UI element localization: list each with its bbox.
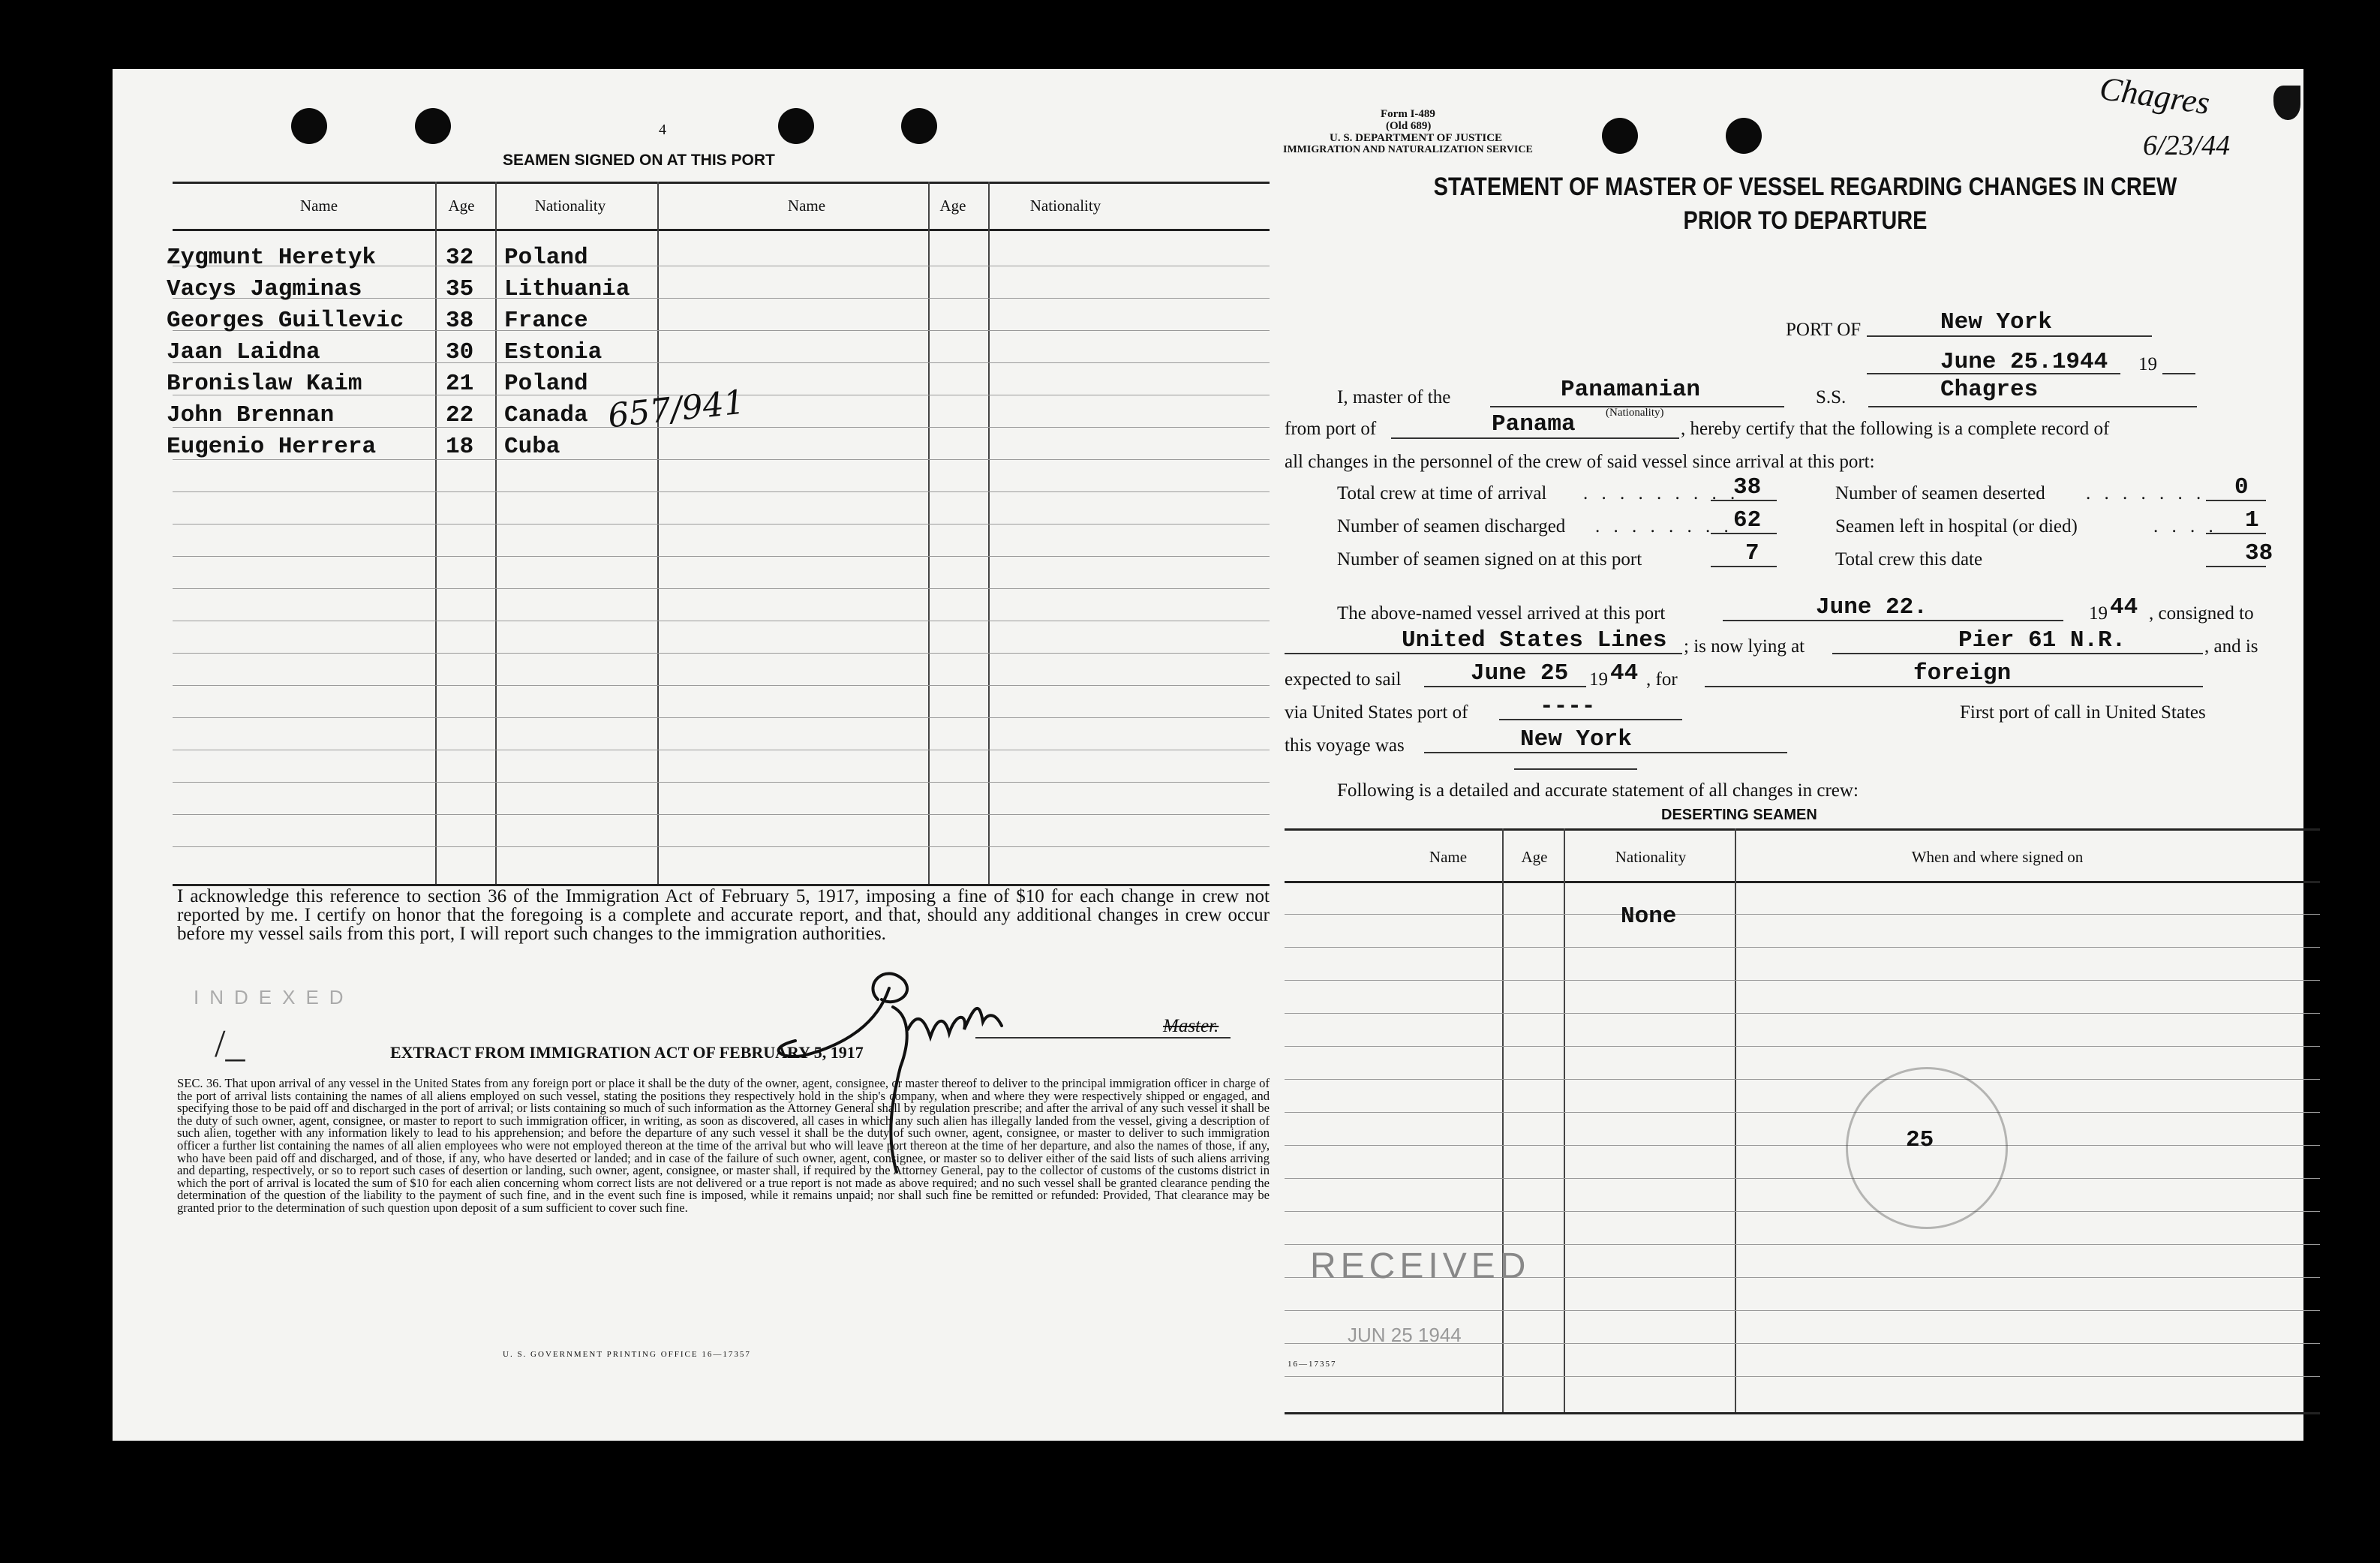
seaman-nationality: Lithuania — [504, 276, 630, 302]
punch-hole — [415, 108, 451, 144]
seaman-nationality: Canada — [504, 402, 588, 428]
for-label: , for — [1646, 669, 1678, 690]
leader-dots: . . . . . . . . . — [1583, 483, 1740, 503]
seaman-name: John Brennan — [167, 402, 335, 428]
total-date-label: Total crew this date — [1835, 549, 1983, 570]
seaman-name: Vacys Jagminas — [167, 276, 362, 302]
seaman-age: 32 — [446, 245, 474, 271]
arrived-value: June 22. — [1816, 594, 1928, 621]
hospital-value: 1 — [2245, 507, 2259, 534]
old-form-number: (Old 689) — [1386, 120, 1432, 132]
leader-dots: . . . . . . . . — [1595, 516, 1733, 537]
first-port-value: New York — [1520, 726, 1632, 753]
year-prefix: 19 — [2138, 354, 2157, 374]
consignee-value: United States Lines — [1402, 627, 1667, 654]
date-value: June 25.1944 — [1940, 349, 2108, 375]
seaman-age: 22 — [446, 402, 474, 428]
nationality-value: Panamanian — [1561, 377, 1701, 403]
lying-value: Pier 61 N.R. — [1958, 627, 2126, 654]
leader-dots: . . . . . . . — [2086, 483, 2206, 503]
lying-label: ; is now lying at — [1684, 636, 1805, 657]
seaman-name: Georges Guillevic — [167, 308, 404, 334]
via-value: ---- — [1540, 693, 1596, 720]
seaman-name: Eugenio Herrera — [167, 434, 377, 460]
none-value: None — [1621, 903, 1677, 930]
master-label: Master. — [1163, 1016, 1219, 1036]
service: IMMIGRATION AND NATURALIZATION SERVICE — [1283, 144, 1533, 155]
arrived-year: 44 — [2110, 594, 2138, 621]
deserted-label: Number of seamen deserted — [1835, 483, 2045, 503]
column-header: Age — [939, 197, 966, 215]
indexed-stamp: INDEXED — [194, 986, 354, 1008]
punch-hole — [291, 108, 327, 144]
seaman-age: 38 — [446, 308, 474, 334]
first-port-label: First port of call in United States — [1960, 702, 2206, 723]
punch-hole — [901, 108, 937, 144]
deserting-column-header: Name — [1429, 848, 1468, 866]
column-header: Nationality — [1029, 197, 1101, 215]
seaman-nationality: France — [504, 308, 588, 334]
port-label: PORT OF — [1786, 320, 1862, 340]
port-value: New York — [1940, 309, 2052, 335]
total-arrival-value: 38 — [1733, 474, 1762, 500]
column-header: Name — [787, 197, 826, 215]
section-title: SEAMEN SIGNED ON AT THIS PORT — [503, 152, 775, 169]
column-header: Name — [299, 197, 338, 215]
ss-label: S.S. — [1816, 387, 1847, 407]
seaman-age: 30 — [446, 339, 474, 365]
handwritten-date: 6/23/44 — [2143, 130, 2231, 161]
column-header: Age — [448, 197, 475, 215]
seaman-name: Jaan Laidna — [167, 339, 320, 365]
seaman-name: Zygmunt Heretyk — [167, 245, 377, 271]
expected-year-prefix: 19 — [1589, 669, 1608, 690]
deserting-column-header: When and where signed on — [1911, 848, 2084, 866]
deserting-column-header: Nationality — [1615, 848, 1687, 866]
consigned-label: , consigned to — [2149, 603, 2254, 624]
seaman-nationality: Cuba — [504, 434, 560, 460]
expected-value: June 25 — [1471, 660, 1569, 687]
department: U. S. DEPARTMENT OF JUSTICE — [1330, 132, 1503, 144]
signed-on-value: 7 — [1745, 540, 1759, 567]
handwritten-corner: Chagres — [2097, 69, 2213, 122]
arrived-label: The above-named vessel arrived at this port — [1337, 603, 1666, 624]
punch-hole — [778, 108, 814, 144]
acknowledgement-text: I acknowledge this reference to section 36 of the Immigration Act of February 5, 1917, imposing a fine of $10 for each change in crew not reported by me. I certify on honor that the foregoing is a complete and accurate report, and that, should any additional changes in crew occur before my vessel sails from this port, I will report such changes to the immigration authorities. — [177, 886, 1270, 944]
seaman-age: 21 — [446, 371, 474, 397]
form-title: STATEMENT OF MASTER OF VESSEL REGARDING CHANGES IN CREW — [1433, 173, 2177, 201]
seaman-name: Bronislaw Kaim — [167, 371, 362, 397]
deserting-title: DESERTING SEAMEN — [1661, 807, 1817, 823]
stamp-day: 25 — [1906, 1127, 1934, 1153]
and-is-label: , and is — [2204, 636, 2258, 657]
voyage-label: this voyage was — [1285, 735, 1405, 756]
certify-text-2: all changes in the personnel of the crew of said vessel since arrival at this port: — [1285, 452, 1875, 472]
discharged-value: 62 — [1733, 507, 1762, 534]
received-date-stamp: JUN 25 1944 — [1348, 1324, 1462, 1346]
extract-text: SEC. 36. That upon arrival of any vessel in the United States from any foreign port or place it shall be the duty of the owner, agent, consignee, or master thereof to deliver to the principal immigration officer in charge of the port of arrival lists containing the names of all aliens employed on such vessel, stating the positions they respectively hold in the ship's company, when and where they were respectively shipped or engaged, and specifying those to be paid off and discharged in the port of arrival; or lists containing so much of such information as the Attorney General shall by regulation prescribe; and after the arrival of any such vessel it shall be the duty of such owner, agent, consignee, or master to report to such immigration officer, in writing, as soon as discovered, all cases in which any such alien has illegally landed from the vessel, giving a description of such alien, together with any information likely to lead to his apprehension; and before the departure of any such vessel it shall be the duty of such owner, agent, consignee, or master to deliver to such immigration officer a further list containing the names of all alien employees who were not employed thereon at the time of the arrival but who will leave port thereon at the time of her departure, and also the names of those, if any, who have been paid off and discharged, and of those, if any, who have deserted or landed; and in case of the failure of such owner, agent, consignee, or master so to deliver either of the said lists of such aliens arriving and departing, respectively, or so to report such cases of desertion or landing, such owner, agent, consignee, or master shall, if required by the Attorney General, pay to the collector of customs of the customs district in which the port of arrival is located the sum of $10 for each alien concerning whom correct lists are not delivered or a true report is not made as above required; and no such vessel shall be granted clearance pending the determination of the question of the liability to the payment of such fine, and in the event such fine is imposed, while it remains unpaid; nor shall such fine be remitted or refunded: Provided, That clearance may be granted prior to the determination of such question upon deposit of a sum sufficient to cover such fine. — [177, 1076, 1270, 1215]
form-number: Form I-489 — [1381, 108, 1435, 120]
document-page — [113, 69, 2303, 1441]
deserted-value: 0 — [2234, 474, 2249, 500]
form-subtitle: PRIOR TO DEPARTURE — [1683, 206, 1928, 235]
from-port-value: Panama — [1492, 411, 1576, 437]
master-of-label: I, master of the — [1337, 387, 1451, 407]
corner-mark — [2273, 86, 2300, 120]
hospital-label: Seamen left in hospital (or died) — [1835, 516, 2078, 537]
received-stamp: RECEIVED — [1310, 1246, 1531, 1286]
seaman-age: 18 — [446, 434, 474, 460]
printer-line: U. S. GOVERNMENT PRINTING OFFICE 16—17357 — [503, 1350, 751, 1359]
expected-label: expected to sail — [1285, 669, 1402, 690]
ship-value: Chagres — [1940, 377, 2039, 403]
destination-value: foreign — [1913, 660, 2012, 687]
signed-on-label: Number of seamen signed on at this port — [1337, 549, 1642, 570]
column-header: Nationality — [534, 197, 606, 215]
deserting-column-header: Age — [1521, 848, 1548, 866]
leader-dots: . . . . — [2153, 516, 2218, 537]
extract-title: EXTRACT FROM IMMIGRATION ACT OF FEBRUARY 5, 1917 — [390, 1043, 864, 1062]
following-text: Following is a detailed and accurate statement of all changes in crew: — [1337, 780, 1859, 801]
expected-year: 44 — [1610, 660, 1639, 687]
arrived-year-prefix: 19 — [2089, 603, 2108, 624]
seaman-nationality: Estonia — [504, 339, 603, 365]
nationality-caption: (Nationality) — [1606, 407, 1664, 419]
footer-code: 16—17357 — [1288, 1360, 1337, 1369]
from-port-label: from port of — [1285, 419, 1377, 439]
total-date-value: 38 — [2245, 540, 2273, 567]
seaman-age: 35 — [446, 276, 474, 302]
total-arrival-label: Total crew at time of arrival — [1337, 483, 1547, 503]
page-number: 4 — [659, 122, 666, 138]
via-label: via United States port of — [1285, 702, 1468, 723]
seaman-nationality: Poland — [504, 245, 588, 271]
certify-text: , hereby certify that the following is a complete record of — [1681, 419, 2110, 439]
punch-hole — [1726, 118, 1762, 154]
indexed-mark: /_ — [215, 1023, 245, 1066]
discharged-label: Number of seamen discharged — [1337, 516, 1566, 537]
handwritten-note: 657/941 — [606, 383, 747, 436]
punch-hole — [1602, 118, 1638, 154]
seaman-nationality: Poland — [504, 371, 588, 397]
